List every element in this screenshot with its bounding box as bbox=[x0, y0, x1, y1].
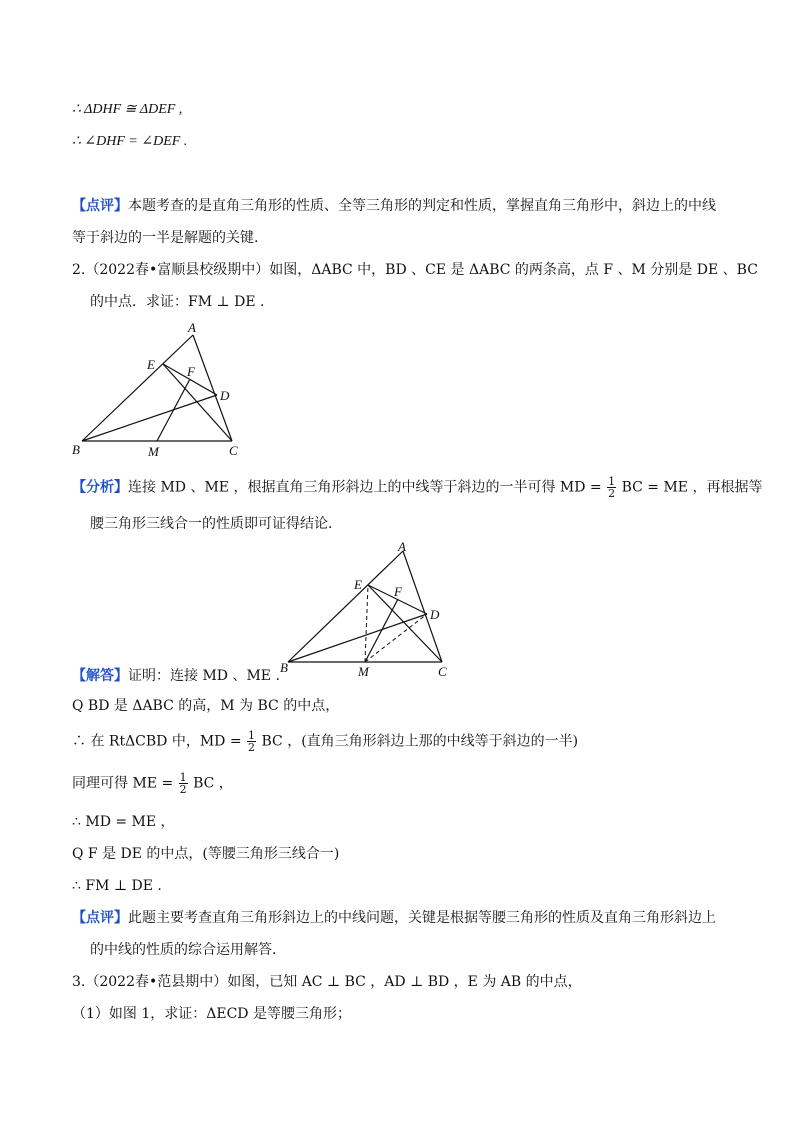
fig1-label-m: M bbox=[148, 444, 159, 459]
fig2-label-b: B bbox=[280, 660, 288, 675]
figure-2-triangle bbox=[272, 540, 462, 680]
solution-line-1 bbox=[72, 666, 280, 686]
analysis-text-b: BC = ME ，再根据等 bbox=[621, 479, 763, 496]
fig2-label-e: E bbox=[354, 577, 362, 592]
comment-text: 此题主要考查直角三角形斜边上的中线问题，关键是根据等腰三角形的性质及直角三角形斜边上 bbox=[128, 910, 716, 926]
fig2-label-d: D bbox=[430, 607, 440, 622]
fig1-label-b: B bbox=[72, 442, 80, 457]
fig2-label-a: A bbox=[398, 540, 406, 554]
solution-line-3: ∴ 在 RtΔCBD 中，MD = $\frac{1}{2}$ BC ，(直角三角形斜边上那的中线等于斜边的一半) bbox=[72, 729, 579, 754]
problem-3-line-1: 3.（2022春•范县期中）如图，已知 AC ⊥ BC ，AD ⊥ BD ，E 为 AB 的中点， bbox=[72, 974, 582, 990]
solution-line-4: 同理可得 ME = $\frac{1}{2}$ BC ， bbox=[72, 771, 233, 796]
analysis-text-a: 连接 MD 、ME ，根据直角三角形斜边上的中线等于斜边的一半可得 MD = bbox=[128, 479, 602, 496]
comment-2-line-2: 的中线的性质的综合运用解答． bbox=[90, 942, 286, 958]
solution-line-7: ∴ FM ⊥ DE . bbox=[72, 878, 162, 894]
solution-tag: 【解答】 bbox=[72, 668, 128, 684]
analysis-tag: 【分析】 bbox=[72, 479, 128, 496]
solution-text-1: 证明：连接 MD 、ME . bbox=[128, 668, 280, 684]
problem-3-line-2: （1）如图 1，求证：ΔECD 是等腰三角形； bbox=[72, 1006, 351, 1022]
fig1-label-f: F bbox=[187, 364, 195, 379]
fig1-label-c: C bbox=[229, 443, 238, 458]
problem-2-line-2: 的中点．求证：FM ⊥ DE . bbox=[90, 294, 265, 310]
fraction-half: $\frac{1}{2}$ bbox=[248, 729, 256, 754]
fig1-label-e: E bbox=[147, 357, 155, 372]
prev-conclusion-1: ∴ ΔDHF ≅ ΔDEF , bbox=[72, 102, 183, 117]
fraction-half: $\frac{1}{2}$ bbox=[179, 771, 187, 796]
analysis-line-2: 腰三角形三线合一的性质即可证得结论． bbox=[90, 516, 342, 532]
solution-line-6: Q F 是 DE 的中点，(等腰三角形三线合一) bbox=[72, 846, 340, 862]
comment-tag: 【点评】 bbox=[72, 910, 128, 926]
fig2-label-c: C bbox=[438, 664, 447, 679]
fig2-label-m: M bbox=[358, 664, 369, 679]
solution-line-2: Q BD 是 ΔABC 的高，M 为 BC 的中点， bbox=[72, 698, 340, 714]
comment-1-line-1 bbox=[72, 196, 716, 216]
fig2-label-f: F bbox=[394, 584, 402, 599]
analysis-line-1 bbox=[72, 476, 762, 499]
problem-2-line-1: 2.（2022春•富顺县校级期中）如图，ΔABC 中，BD 、CE 是 ΔABC 的两条高，点 F 、M 分别是 DE 、BC bbox=[72, 262, 758, 278]
comment-1-line-2: 等于斜边的一半是解题的关键. bbox=[72, 230, 259, 246]
figure-1-triangle bbox=[60, 318, 260, 463]
fig1-label-a: A bbox=[188, 320, 196, 335]
fig1-label-d: D bbox=[220, 388, 230, 403]
comment-tag: 【点评】 bbox=[72, 198, 128, 214]
comment-2-line-1 bbox=[72, 908, 716, 928]
comment-text: 本题考查的是直角三角形的性质、全等三角形的判定和性质，掌握直角三角形中，斜边上的中线 bbox=[128, 198, 716, 214]
solution-line-5: ∴ MD = ME ， bbox=[72, 814, 175, 830]
prev-conclusion-2: ∴ ∠DHF = ∠DEF . bbox=[72, 134, 188, 149]
fraction-half: $\frac{1}{2}$ bbox=[608, 475, 616, 500]
